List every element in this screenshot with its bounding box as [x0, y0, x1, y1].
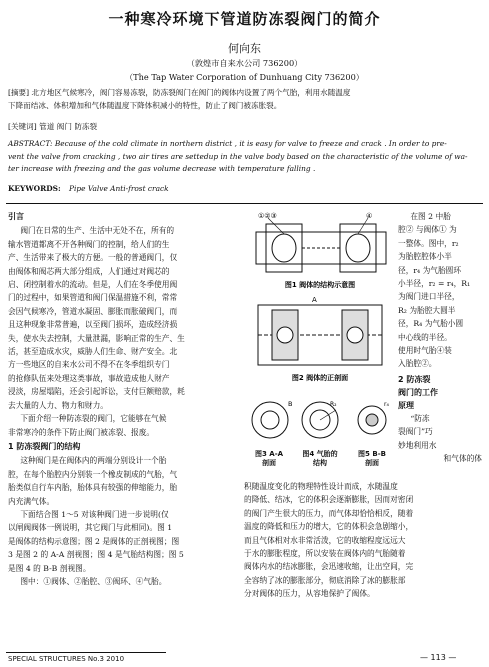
right-lower-text — [244, 480, 482, 601]
abstract-en-line: ABSTRACT: Because of the cold climate in northern district , it is easy for valve to freeze and crack . In order to pre- — [8, 139, 447, 148]
fig1-label-123: ①②③ — [258, 212, 277, 220]
left-text-line: 是阀体的结构示意图；图 2 是阀体的正剖视图；图 — [8, 536, 180, 546]
abstract-en-line: vent the valve from cracking , two air tires are settedup in the valve body based on the characteristic of the volume of wa- — [8, 151, 468, 161]
abstract-cn-line: [摘要] 北方地区气候寒冷，阀门容易冻裂，防冻裂阀门在阀门的阀体内设置了两个气胎，利用水随温度 — [8, 88, 351, 97]
right-text-line: R₂ 为胎腔大圆半 — [398, 305, 456, 315]
left-text-line: 是图 4 的 B-B 剖视图。 — [8, 563, 91, 573]
figure-5-drawing — [358, 401, 389, 434]
abstract-en-line: ter increase with freezing and the gas volume decrease with temperature falling . — [8, 164, 316, 173]
right-text-line: 一整体。图中，r₂ — [398, 238, 459, 248]
left-text-line: 图中：①阀体、②胎腔、③阀环、④气胎。 — [20, 576, 167, 586]
right-top-text — [398, 210, 482, 371]
right-text-line: 而且气体相对水非常活泼，它的收缩程度远远大 — [244, 535, 406, 545]
right-text-line: 的阀门产生很大的压力，而气体却恰恰相反，随着 — [244, 508, 414, 518]
left-structure-text — [8, 454, 236, 588]
left-text-line: 以闸阀阀体一例说明，其它阀门与此相同)。图 1 — [8, 523, 173, 533]
section-heading-1: 1 防冻裂阀门的结构 — [8, 441, 81, 451]
figure-1-caption: 图1 阀体的结构示意图 — [284, 281, 356, 289]
figure-2-drawing — [258, 296, 382, 365]
right-text-line: 为胎腔腔体小半 — [398, 252, 452, 262]
left-text-line: 3 是图 2 的 A-A 剖视图；图 4 是气胎结构图；图 5 — [8, 550, 184, 560]
right-text-line: 入胎腔②。 — [398, 359, 437, 369]
left-text-line: 由阀体和阀芯两大部分组成，人们通过对阀芯的 — [8, 266, 170, 276]
left-intro-text — [8, 224, 236, 439]
footer-page-number: — 113 — — [420, 653, 457, 662]
figure-4-caption: 图4 气胎的 结构 — [302, 450, 338, 467]
right-narrow-line: “防冻 — [410, 413, 430, 423]
right-text-line: 小半径，r₂ = r₄，R₁ — [398, 279, 471, 289]
right-text-line: 腔② 与阀体① 为 — [398, 225, 457, 235]
section-heading-intro: 引言 — [8, 212, 24, 221]
left-text-line: 活，甚至造成水灾，威胁人们生命、财产安全。北 — [8, 347, 178, 357]
left-text-line: 方一些地区的自来水公司不得不在冬季组织专门 — [8, 360, 170, 370]
left-text-line: 的抢修队伍来处理这类事故，事故造成他人财产 — [8, 373, 170, 383]
figure-2-caption: 图2 阀体的正剖面 — [291, 374, 349, 382]
left-text-line: 产、生活带来了极大的方便。一般的普通阀门，仅 — [8, 253, 178, 263]
right-text-line: 积随温度变化的物理特性设计而成，水随温度 — [244, 482, 398, 491]
affiliation-en: （The Tap Water Corporation of Dunhuang City 736200） — [124, 72, 364, 82]
left-text-line: 内充满气体。 — [8, 496, 55, 506]
left-text-line: 且这种现象非常普遍，以至阀门损坏，造成经济损 — [8, 320, 178, 330]
left-column — [8, 210, 236, 588]
footer-rule — [6, 652, 166, 653]
keywords-en — [8, 183, 482, 196]
fig2-label-A: A — [312, 296, 317, 304]
left-text-line: 去大量的人力、物力和财力。 — [8, 400, 108, 410]
section-2-heading-line: 2 防冻裂 — [398, 374, 431, 384]
left-text-line: 会因气候寒冷，管道水凝固、膨胀而胀破阀门，而 — [8, 306, 178, 316]
fig3-label-B: B — [288, 400, 293, 408]
right-narrow-line: 和气体的体 — [443, 454, 482, 464]
right-text-line: 分对阀体的压力，从容地保护了阀体。 — [244, 589, 375, 599]
left-text-line: 下面结合图 1～5 对该种阀门进一步说明(仅 — [20, 509, 169, 519]
right-text-line: 全容纳了冰的膨胀部分，彻底消除了冰的膨胀部 — [244, 575, 406, 585]
fig1-label-4: ④ — [366, 212, 373, 220]
figures-block — [244, 210, 396, 470]
fig5-label-r4: r₄ — [384, 401, 389, 408]
paper-title: 一种寒冷环境下管道防冻裂阀门的简介 — [108, 10, 381, 28]
left-text-line: 胎类似自行车内胎，胎体具有较强的伸缩能力，胎 — [8, 483, 178, 493]
left-text-line: 这种阀门是在阀体内的两端分别设计一个胎 — [20, 456, 167, 466]
section-2-heading-line: 原理 — [398, 400, 414, 410]
right-narrow-text — [398, 412, 482, 452]
abstract-en — [8, 138, 482, 176]
right-text-line: 在图 2 中胎 — [410, 212, 451, 221]
left-text-line: 失，使水失去控制，大量泄漏，影响正常的生产、生 — [8, 333, 185, 343]
fig4-label-R2: R₂ — [330, 401, 337, 408]
figure-1-drawing — [256, 212, 386, 272]
right-text-line: 阀体内水的结冰膨胀，会迅速收缩，让出空间，完 — [244, 562, 414, 572]
left-text-line: 腔，在每个胎腔内分别装一个橡皮制成的气胎，气 — [8, 469, 178, 479]
author: 何向东 — [228, 42, 261, 55]
left-text-line: 非常寒冷的条件下防止阀门被冻裂、报废。 — [8, 427, 155, 437]
left-text-line: 门的过程中，如果管道和阀门保温措施不利，常常 — [8, 293, 178, 303]
right-text-line: 温度的降低和压力的增大，它的体积会急剧缩小， — [244, 522, 414, 532]
abstract-cn-line: 下降而结冰、体积增加和气体随温度下降体积减小的特性，防止了阀门被冻胀裂。 — [8, 101, 282, 110]
right-text-line: 的降低、结冰，它的体积会逐渐膨胀，因而对密闭 — [244, 495, 414, 505]
right-text-line: 径，r₄ 为气胎圆环 — [398, 265, 462, 275]
separator-line — [6, 203, 483, 204]
right-narrow-column — [398, 210, 482, 466]
left-text-line: 浸淡，房屋塌陷，还会引起诉讼，支付巨额赔款，耗 — [8, 387, 185, 397]
figure-3-caption: 图3 A-A 剖面 — [254, 450, 284, 467]
right-text-line: 中心线的半径。 — [398, 332, 452, 342]
keywords-en-label: KEYWORDS: — [8, 184, 61, 193]
right-text-line: 径，R₄ 为气胎小圆 — [398, 319, 464, 329]
left-text-line: 输水管道都离不开各种阀门的控制，给人们的生 — [8, 239, 170, 249]
right-text-line: 为阀门进口半径， — [398, 292, 460, 302]
right-narrow-line: 裂阀门”巧 — [398, 427, 433, 437]
section-2-heading-line: 阀门的工作 — [398, 387, 438, 397]
right-text-line: 于水的膨胀程度，所以安装在阀体内的气胎随着 — [244, 549, 406, 559]
figure-5-caption: 图5 B-B 剖面 — [358, 450, 386, 467]
left-text-line: 下面介绍一种防冻裂的阀门，它能够在气候 — [20, 414, 167, 424]
abstract-cn — [8, 86, 482, 112]
footer-journal: SPECIAL STRUCTURES No.3 2010 — [8, 655, 125, 663]
right-narrow-line: 妙地利用水 — [398, 440, 437, 450]
figure-3-drawing — [252, 400, 292, 438]
keywords-en-terms: Pipe Valve Anti-frost crack — [69, 184, 169, 193]
left-text-line: 阀门在日常的生产、生活中无处不在，所有的 — [20, 226, 175, 236]
keywords-cn: [关键词] 管道 阀门 防冻裂 — [8, 122, 98, 131]
right-text-line: 使用时气胎④装 — [398, 346, 452, 356]
section-heading-2 — [398, 373, 482, 412]
left-text-line: 启、闭控制着水的流动。但是，人们在冬季使用阀 — [8, 280, 178, 290]
figure-4-drawing — [302, 401, 338, 438]
affiliation-cn: （敦煌市自来水公司 736200） — [186, 58, 303, 68]
